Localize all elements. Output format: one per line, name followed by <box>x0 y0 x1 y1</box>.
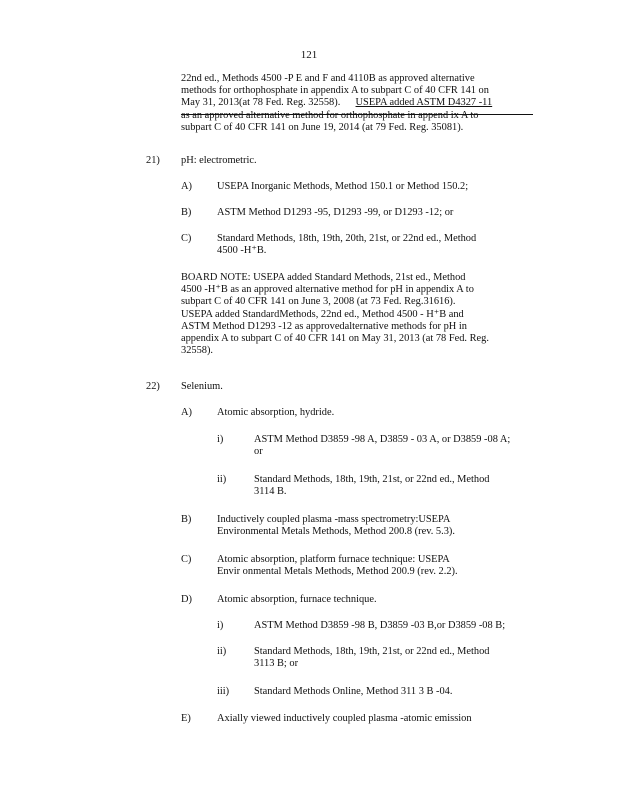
item-21-c-letter: C) <box>181 233 192 244</box>
item-22-b-letter: B) <box>181 514 192 525</box>
text-line: ASTM Method D3859 -98 A, D3859 - 03 A, or D3859 -08 A; <box>254 434 511 445</box>
text-line: methods for orthophosphate in appendix A to subpart C of 40 CFR 141 on <box>181 85 489 97</box>
item-22-d-ii-numeral: ii) <box>217 646 227 657</box>
item-22-a-ii-numeral: ii) <box>217 474 227 485</box>
item-21-b-text <box>217 207 453 219</box>
underlined-amendment: USEPA added ASTM D4327 -11 <box>355 97 493 109</box>
item-21-c-text <box>217 233 476 257</box>
text-line: ASTM Method D1293 -12 as approvedalternative methods for pH in <box>181 320 467 332</box>
page-number: 121 <box>300 49 318 61</box>
text-line: Standard Methods Online, Method 311 3 B -04. <box>254 686 453 697</box>
item-22-d-title: Atomic absorption, furnace technique. <box>217 594 377 605</box>
item-21-a-text <box>217 181 468 193</box>
item-22-a-title: Atomic absorption, hydride. <box>217 407 335 418</box>
text-line: USEPA added StandardMethods, 22nd ed., Method 4500 - H⁺B and <box>181 308 464 320</box>
text-line: subpart C of 40 CFR 141 on June 19, 2014 (at 79 Fed. Reg. 35081). <box>181 121 464 133</box>
board-note <box>181 272 489 357</box>
item-22-b-text <box>217 514 455 538</box>
item-22-a-i-numeral: i) <box>217 434 224 445</box>
text-line: Envir onmental Metals Methods, Method 200.9 (rev. 2.2). <box>217 566 458 578</box>
text-line: 3113 B; or <box>254 658 299 670</box>
text-line: ASTM Method D1293 -95, D1293 -99, or D1293 -12; or <box>217 207 454 218</box>
text-line: appendix A to subpart C of 40 CFR 141 on May 31, 2013 (at 78 Fed. Reg. <box>181 333 489 345</box>
item-21-b-letter: B) <box>181 207 192 218</box>
insertion-rule <box>181 114 533 115</box>
item-21-title: pH: electrometric. <box>181 155 257 166</box>
text-line: Axially viewed inductively coupled plasma -atomic emission <box>217 713 472 724</box>
item-22-d-letter: D) <box>181 594 192 605</box>
item-22-d-i-text <box>254 620 505 632</box>
intro-paragraph <box>181 73 492 134</box>
text-line: Environmental Metals Methods, Method 200.8 (rev. 5.3). <box>217 526 455 538</box>
text-line: 3114 B. <box>254 486 287 498</box>
item-22-e-letter: E) <box>181 713 191 724</box>
item-22-c-text <box>217 554 458 578</box>
text-line: Atomic absorption, platform furnace technique: USEPA <box>217 554 450 565</box>
item-22-a-letter: A) <box>181 407 192 418</box>
item-22-d-i-numeral: i) <box>217 620 224 631</box>
item-22-d-ii-text <box>254 646 490 670</box>
text-line: Inductively coupled plasma -mass spectrometry:USEPA <box>217 514 451 525</box>
text-line: subpart C of 40 CFR 141 on June 3, 2008 (at 73 Fed. Reg.31616). <box>181 296 456 308</box>
text-line: Standard Methods, 18th, 19th, 20th, 21st, or 22nd ed., Method <box>217 233 477 244</box>
item-22-title: Selenium. <box>181 381 223 392</box>
item-22-e-text <box>217 713 472 725</box>
item-21-number: 21) <box>146 155 160 166</box>
text-line: Standard Methods, 18th, 19th, 21st, or 22nd ed., Method <box>254 474 490 485</box>
text-line: 32558). <box>181 345 214 357</box>
text-line: 4500 -H⁺B as an approved alternative method for pH in appendix A to <box>181 284 474 296</box>
item-22-number: 22) <box>146 381 160 392</box>
item-22-c-letter: C) <box>181 554 192 565</box>
text-line <box>181 97 492 109</box>
text-segment: May 31, 2013(at 78 Fed. Reg. 32558). <box>181 97 341 109</box>
text-line: or <box>254 446 263 458</box>
item-22-a-i-text <box>254 434 510 458</box>
item-22-a-ii-text <box>254 474 490 498</box>
text-line: BOARD NOTE: USEPA added Standard Methods, 21st ed., Method <box>181 272 466 283</box>
text-line: ASTM Method D3859 -98 B, D3859 -03 B,or D3859 -08 B; <box>254 620 506 631</box>
item-21-a-letter: A) <box>181 181 192 192</box>
item-22-d-iii-numeral: iii) <box>217 686 230 697</box>
text-line: 4500 -H⁺B. <box>217 245 267 257</box>
item-22-d-iii-text <box>254 686 452 698</box>
text-line: USEPA Inorganic Methods, Method 150.1 or Method 150.2; <box>217 181 469 192</box>
text-line: as an approved alternative method for orthophosphate in append ix A to <box>181 109 479 121</box>
text-line: 22nd ed., Methods 4500 -P E and F and 4110B as approved alternative <box>181 73 475 84</box>
text-line: Standard Methods, 18th, 19th, 21st, or 22nd ed., Method <box>254 646 490 657</box>
